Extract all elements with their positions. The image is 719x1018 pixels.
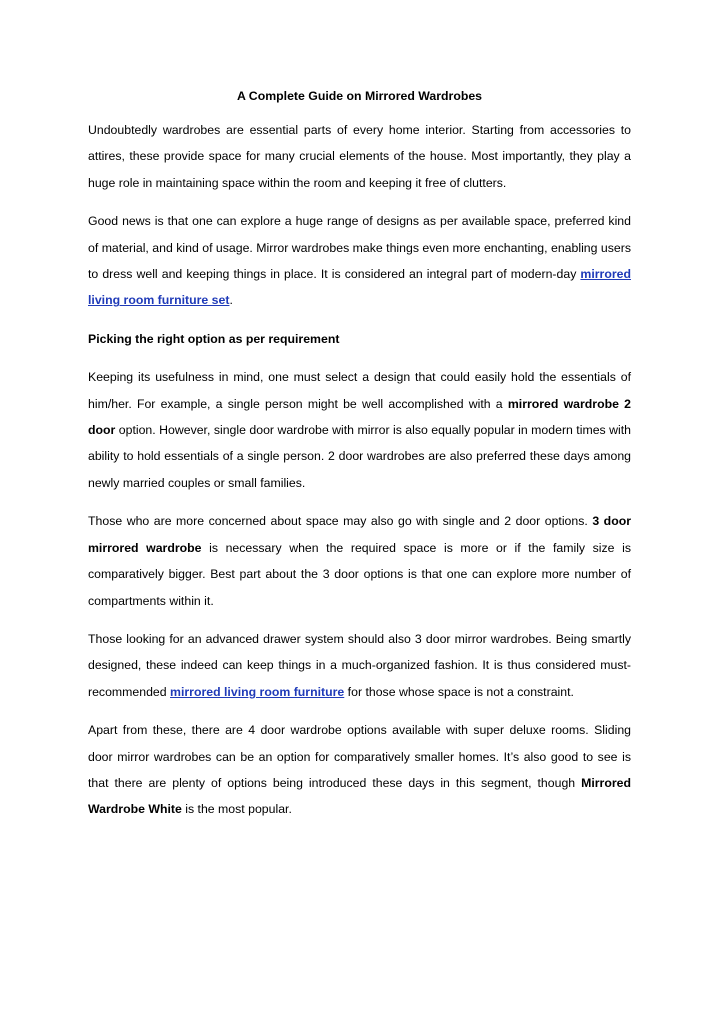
- mirrored-living-room-furniture-set-link[interactable]: mirrored living room furniture set: [88, 267, 631, 308]
- document-page: [88, 86, 631, 835]
- paragraph-usefulness: [88, 364, 631, 496]
- paragraph-options: [88, 717, 631, 823]
- bold-mirrored-wardrobe-2-door: mirrored wardrobe 2 door: [88, 396, 631, 438]
- paragraph-range: [88, 208, 631, 314]
- paragraph-usefulness-text2: option. However, single door wardrobe with mirror is also equally popular in modern times with ability to hold essentials of a single person. 2 door wardrobes are also preferred these days among newly married couples or small families.: [88, 423, 631, 490]
- paragraph-intro-text: Undoubtedly wardrobes are essential parts of every home interior. Starting from accessories to attires, these provide space for many crucial elements of the house. Most importantly, they play a huge role in maintaining space within the room and keeping it free of clutters.: [88, 123, 631, 190]
- section-heading: Picking the right option as per requirement: [88, 331, 340, 346]
- paragraph-space-text1: Those who are more concerned about space may also go with single and 2 door options.: [88, 514, 593, 529]
- mirrored-living-room-furniture-link[interactable]: mirrored living room furniture: [170, 684, 345, 699]
- paragraph-drawer-text1: Those looking for an advanced drawer system should also 3 door mirror wardrobes. Being smartly designed, these indeed can keep things in a much-organized fashion. It is thus considered must-recommended: [88, 631, 631, 699]
- document-title: A Complete Guide on Mirrored Wardrobes: [236, 89, 483, 103]
- paragraph-intro: [88, 117, 631, 196]
- paragraph-usefulness-text1: Keeping its usefulness in mind, one must select a design that could easily hold the essentials of him/her. For example, a single person might be well accomplished with a: [88, 370, 631, 411]
- paragraph-range-text: Good news is that one can explore a huge range of designs as per available space, preferred kind of material, and kind of usage. Mirror wardrobes make things even more enchanting, enabling users to dress well and keeping things in place. It is considered an integral part of modern-day: [88, 214, 631, 282]
- paragraph-options-text2: is the most popular.: [181, 802, 292, 817]
- paragraph-space-text2: is necessary when the required space is more or if the family size is comparatively bigger. Best part about the 3 door options is that one can explore more number of compartments within it.: [88, 540, 631, 608]
- bold-mirrored-wardrobe-white: Mirrored Wardrobe White: [88, 775, 631, 817]
- paragraph-space: [88, 508, 631, 614]
- bold-3-door-mirrored-wardrobe: 3 door mirrored wardrobe: [88, 514, 632, 555]
- paragraph-drawer: [88, 626, 631, 705]
- paragraph-drawer-text2: for those whose space is not a constraint.: [344, 684, 574, 699]
- paragraph-range-end: .: [229, 293, 233, 308]
- paragraph-options-text1: Apart from these, there are 4 door wardrobe options available with super deluxe rooms. Sliding door mirror wardrobes can be an option for comparatively smaller homes. It’s also good to see is that there are plenty of options being introduced these days in this segment, though: [88, 723, 631, 790]
